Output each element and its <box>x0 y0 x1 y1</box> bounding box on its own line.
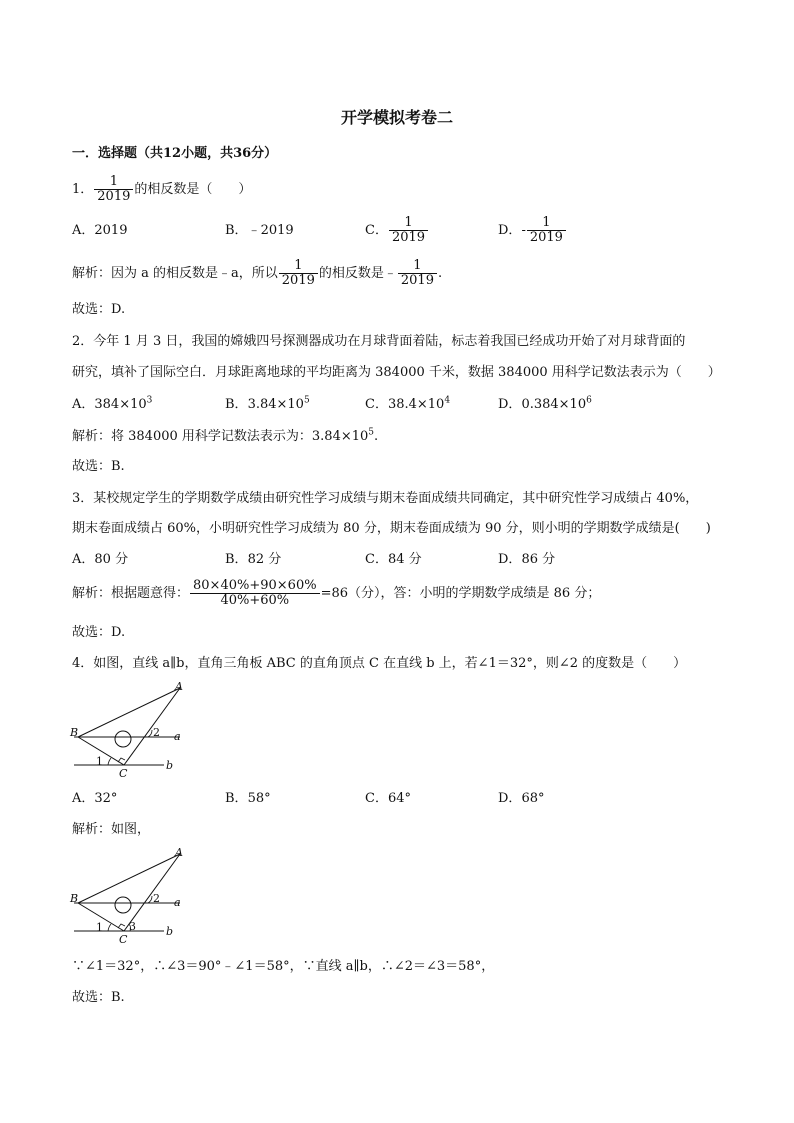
label-angle-3: 3 <box>129 920 136 933</box>
page-title: 开学模拟考卷二 <box>340 108 453 127</box>
label-A: A <box>175 680 183 693</box>
label-angle-1: 1 <box>96 755 103 768</box>
label-angle-2: 2 <box>153 726 160 739</box>
label-A: A <box>175 846 183 859</box>
q3-answer: 故选：D. <box>72 625 126 640</box>
q2-option-a: A．$384\times 10^3$ <box>72 395 153 412</box>
q4-analysis: ∵∠1＝32°，∴∠3＝90°﹣∠1＝58°，∵直线 a∥b，∴∠2＝∠3＝58°， <box>72 959 495 974</box>
label-line-a: a <box>174 896 181 909</box>
q4-option-d: D．68° <box>498 791 545 806</box>
q1-option-d: D．- $\frac{1}{2019}$ <box>498 216 567 245</box>
q3-line-2: 期末卷面成绩占 60%，小明研究性学习成绩为 80 分，期末卷面成绩为 90 分，则小明的学期数学成绩是( ) <box>72 521 711 536</box>
q3-option-b: B．82 分 <box>225 552 282 567</box>
question-text: 的相反数是（ ） <box>134 182 252 197</box>
label-angle-2: 2 <box>153 892 160 905</box>
q4-option-b: B．58° <box>225 791 271 806</box>
label-B: B <box>70 726 79 739</box>
q2-line-2: 研究，填补了国际空白．月球距离地球的平均距离为 384000 千米，数据 384000 用科学记数法表示为（ ） <box>72 365 721 380</box>
geometry-figure-1 <box>68 678 188 778</box>
question-number: 1． <box>72 182 94 197</box>
label-line-b: b <box>166 759 174 772</box>
fraction: $\frac{1}{2019}$ <box>94 175 133 204</box>
section-heading: 一．选择题（共12小题，共36分） <box>72 146 278 161</box>
q4-analysis-intro: 解析：如图， <box>72 822 151 837</box>
q4-line-1: 4．如图，直线 a∥b，直角三角板 ABC 的直角顶点 C 在直线 b 上，若∠1＝32°，则∠2 的度数是（ ） <box>72 656 687 671</box>
q2-option-d: D．$0.384\times 10^6$ <box>498 395 592 412</box>
q3-option-c: C．84 分 <box>365 552 422 567</box>
q4-option-c: C．64° <box>365 791 411 806</box>
q2-answer: 故选：B. <box>72 459 125 474</box>
label-line-b: b <box>166 925 174 938</box>
q1-option-a: A．2019 <box>72 223 128 238</box>
q1-option-c: C． $\frac{1}{2019}$ <box>365 216 429 245</box>
label-line-a: a <box>174 730 181 743</box>
q1-answer: 故选：D. <box>72 302 126 317</box>
q3-option-a: A．80 分 <box>72 552 129 567</box>
label-C: C <box>119 767 128 778</box>
label-C: C <box>119 933 128 944</box>
label-B: B <box>70 892 79 905</box>
q3-option-d: D．86 分 <box>498 552 556 567</box>
q2-option-b: B．$3.84\times 10^5$ <box>225 395 310 412</box>
q4-answer: 故选：B. <box>72 990 125 1005</box>
question-1 <box>72 175 251 204</box>
q3-line-1: 3．某校规定学生的学期数学成绩由研究性学习成绩与期末卷面成绩共同确定，其中研究性学习成绩占 40%， <box>72 491 699 506</box>
q2-option-c: C．$38.4\times 10^4$ <box>365 395 451 412</box>
q3-analysis: 解析：根据题意得： $\frac{80\times 40\%+90\times 60\%}{40\%+60\%}$ =86（分），答：小明的学期数学成绩是 86 分； <box>72 578 601 608</box>
q2-line-1: 2．今年 1 月 3 日，我国的嫦娥四号探测器成功在月球背面着陆，标志着我国已经成功开始了对月球背面的 <box>72 334 686 349</box>
q2-analysis: 解析：将 384000 用科学记数法表示为：$3.84\times 10^5$. <box>72 427 379 444</box>
label-angle-1: 1 <box>96 921 103 934</box>
q1-analysis: 解析：因为 a 的相反数是﹣a，所以 $\frac{1}{2019}$ 的相反数是﹣ $\frac{1}{2019}$ . <box>72 258 443 288</box>
q1-option-b: B．﹣2019 <box>225 223 294 238</box>
geometry-figure-2 <box>68 844 188 944</box>
q4-option-a: A．32° <box>72 791 118 806</box>
